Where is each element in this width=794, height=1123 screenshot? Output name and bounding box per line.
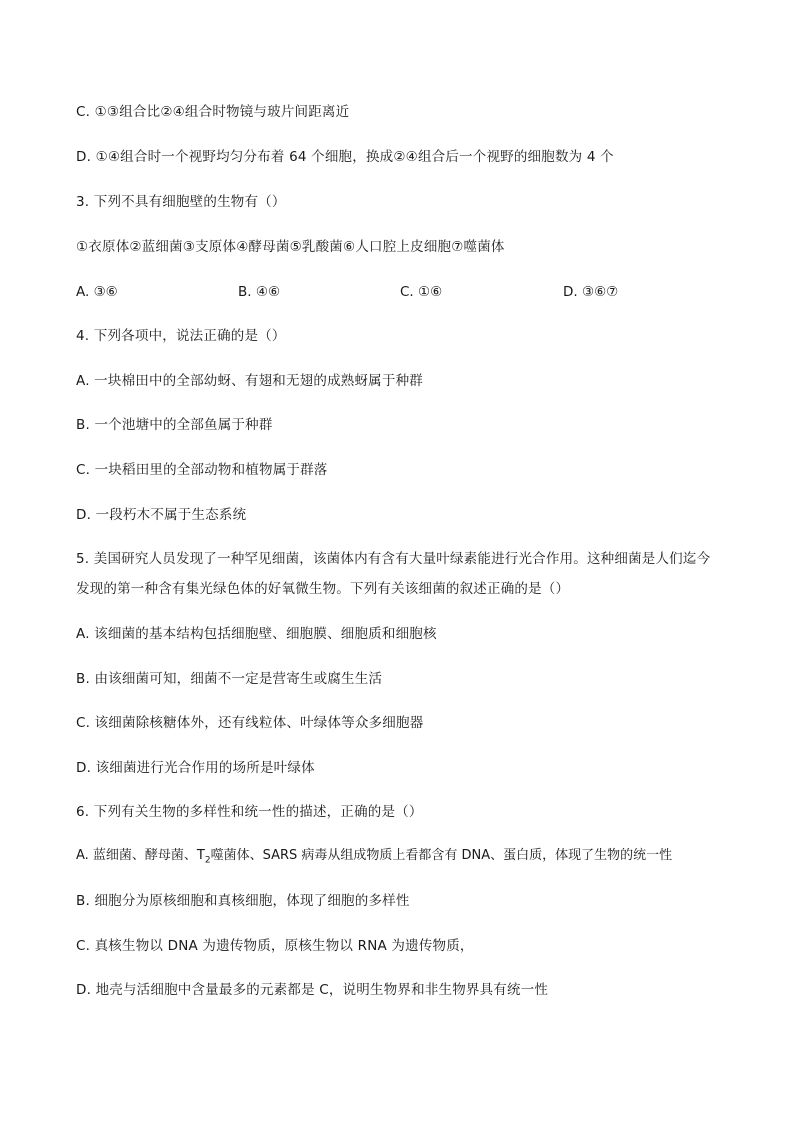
question-5-line-1: 5. 美国研究人员发现了一种罕见细菌，该菌体内有含有大量叶绿素能进行光合作用。这种细菌是人们迄今	[76, 551, 711, 567]
question-3-option-a: A. ③⑥	[76, 284, 118, 300]
question-4-option-d: D. 一段朽木不属于生态系统	[76, 507, 247, 523]
question-3-items: ①衣原体②蓝细菌③支原体④酵母菌⑤乳酸菌⑥人口腔上皮细胞⑦噬菌体	[76, 239, 505, 255]
subscript-2: 2	[204, 855, 211, 866]
question-6-option-d: D. 地壳与活细胞中含量最多的元素都是 C，说明生物界和非生物界具有统一性	[76, 982, 549, 998]
question-6-option-c: C. 真核生物以 DNA 为遗传物质，原核生物以 RNA 为遗传物质，	[76, 938, 474, 954]
question-4-option-c: C. 一块稻田里的全部动物和植物属于群落	[76, 462, 328, 478]
question-4: 4. 下列各项中，说法正确的是（）	[76, 328, 286, 344]
question-5-line-2: 发现的第一种含有集光绿色体的好氧微生物。下列有关该细菌的叙述正确的是（）	[76, 581, 570, 597]
question-6-option-b: B. 细胞分为原核细胞和真核细胞，体现了细胞的多样性	[76, 893, 410, 909]
question-6-option-a-pre: A. 蓝细菌、酵母菌、T	[76, 848, 205, 863]
question-5-option-d: D. 该细菌进行光合作用的场所是叶绿体	[76, 760, 315, 776]
question-6: 6. 下列有关生物的多样性和统一性的描述，正确的是（）	[76, 804, 423, 820]
question-3-option-d: D. ③⑥⑦	[563, 284, 619, 300]
question-3: 3. 下列不具有细胞壁的生物有（）	[76, 194, 286, 210]
question-3-option-b: B. ④⑥	[238, 284, 281, 300]
text-line-c: C. ①③组合比②④组合时物镜与玻片间距离近	[76, 104, 350, 120]
text-line-d: D. ①④组合时一个视野均匀分布着 64 个细胞，换成②④组合后一个视野的细胞数为 4 个	[76, 149, 614, 165]
question-6-option-a	[76, 847, 672, 870]
question-4-option-b: B. 一个池塘中的全部鱼属于种群	[76, 417, 273, 433]
question-3-option-c: C. ①⑥	[400, 284, 443, 300]
question-6-option-a-post: 噬菌体、SARS 病毒从组成物质上看都含有 DNA、蛋白质，体现了生物的统一性	[210, 848, 673, 863]
question-5-option-a: A. 该细菌的基本结构包括细胞壁、细胞膜、细胞质和细胞核	[76, 626, 437, 642]
question-5-option-b: B. 由该细菌可知，细菌不一定是营寄生或腐生生活	[76, 671, 383, 687]
question-5-option-c: C. 该细菌除核糖体外，还有线粒体、叶绿体等众多细胞器	[76, 715, 424, 731]
question-4-option-a: A. 一块棉田中的全部幼蚜、有翅和无翅的成熟蚜属于种群	[76, 373, 423, 389]
